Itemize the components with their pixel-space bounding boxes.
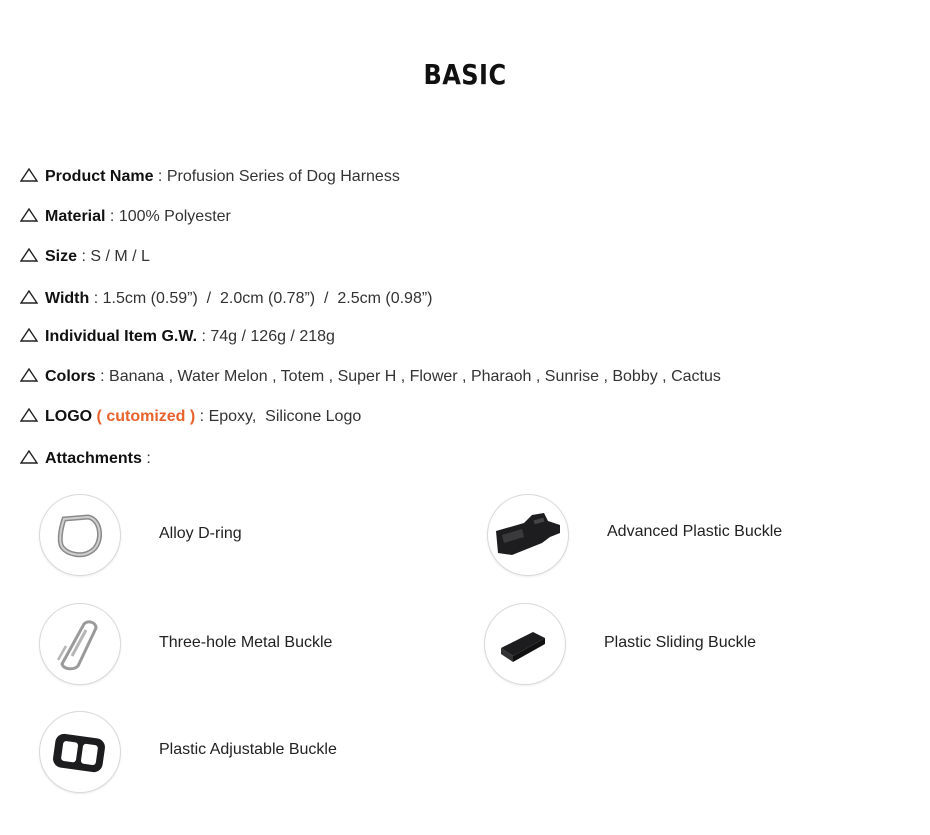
attachment-name: Alloy D-ring (159, 525, 242, 542)
spec-value: Banana , Water Melon , Totem , Super H , Flower , Pharaoh , Sunrise , Bobby , Cactus (109, 368, 721, 385)
triangle-bullet-icon (20, 168, 38, 182)
spec-value: Epoxy, Silicone Logo (208, 408, 362, 425)
spec-separator: : (195, 408, 209, 425)
spec-label: Material (45, 208, 106, 225)
spec-separator: : (141, 450, 151, 467)
spec-label: Attachments (45, 450, 142, 467)
spec-size (20, 246, 150, 268)
triangle-bullet-icon (20, 408, 38, 422)
spec-separator: : (153, 168, 167, 185)
spec-value: S / M / L (90, 248, 150, 265)
attachment-name: Plastic Adjustable Buckle (159, 741, 337, 758)
spec-logo (20, 406, 361, 428)
spec-value: Profusion Series of Dog Harness (166, 168, 400, 185)
spec-label: Product Name (45, 168, 154, 185)
spec-product-name (20, 166, 400, 188)
customized-note: ( cutomized ) (92, 408, 196, 425)
spec-attachments (20, 448, 151, 470)
spec-separator: : (95, 368, 110, 385)
spec-value: 74g / 126g / 218g (210, 328, 335, 345)
spec-weight (20, 326, 335, 348)
spec-separator: : (197, 328, 211, 345)
spec-value: 1.5cm (0.59”) / 2.0cm (0.78”) / 2.5cm (0.98”) (102, 290, 433, 307)
d-ring-icon (39, 494, 121, 576)
spec-separator: : (105, 208, 119, 225)
spec-width (20, 288, 433, 310)
spec-material (20, 206, 231, 228)
spec-separator: : (77, 248, 91, 265)
adjustable-buckle-icon (39, 711, 121, 793)
metal-buckle-icon (39, 603, 121, 685)
spec-separator: : (89, 290, 103, 307)
spec-label: Size (45, 248, 78, 265)
triangle-bullet-icon (20, 368, 38, 382)
spec-label: Width (45, 290, 90, 307)
spec-value: 100% Polyester (118, 208, 231, 225)
attachment-name: Advanced Plastic Buckle (607, 523, 783, 540)
attachment-name: Plastic Sliding Buckle (604, 634, 757, 651)
spec-colors (20, 366, 721, 388)
plastic-buckle-icon (487, 494, 569, 576)
spec-label: Individual Item G.W. (45, 328, 198, 345)
sliding-buckle-icon (484, 603, 566, 685)
spec-label: Colors (45, 368, 96, 385)
triangle-bullet-icon (20, 290, 38, 304)
triangle-bullet-icon (20, 248, 38, 262)
page-title: BASIC (423, 58, 507, 91)
triangle-bullet-icon (20, 208, 38, 222)
triangle-bullet-icon (20, 328, 38, 342)
triangle-bullet-icon (20, 450, 38, 464)
spec-label: LOGO (45, 408, 93, 425)
attachment-name: Three-hole Metal Buckle (159, 634, 333, 651)
